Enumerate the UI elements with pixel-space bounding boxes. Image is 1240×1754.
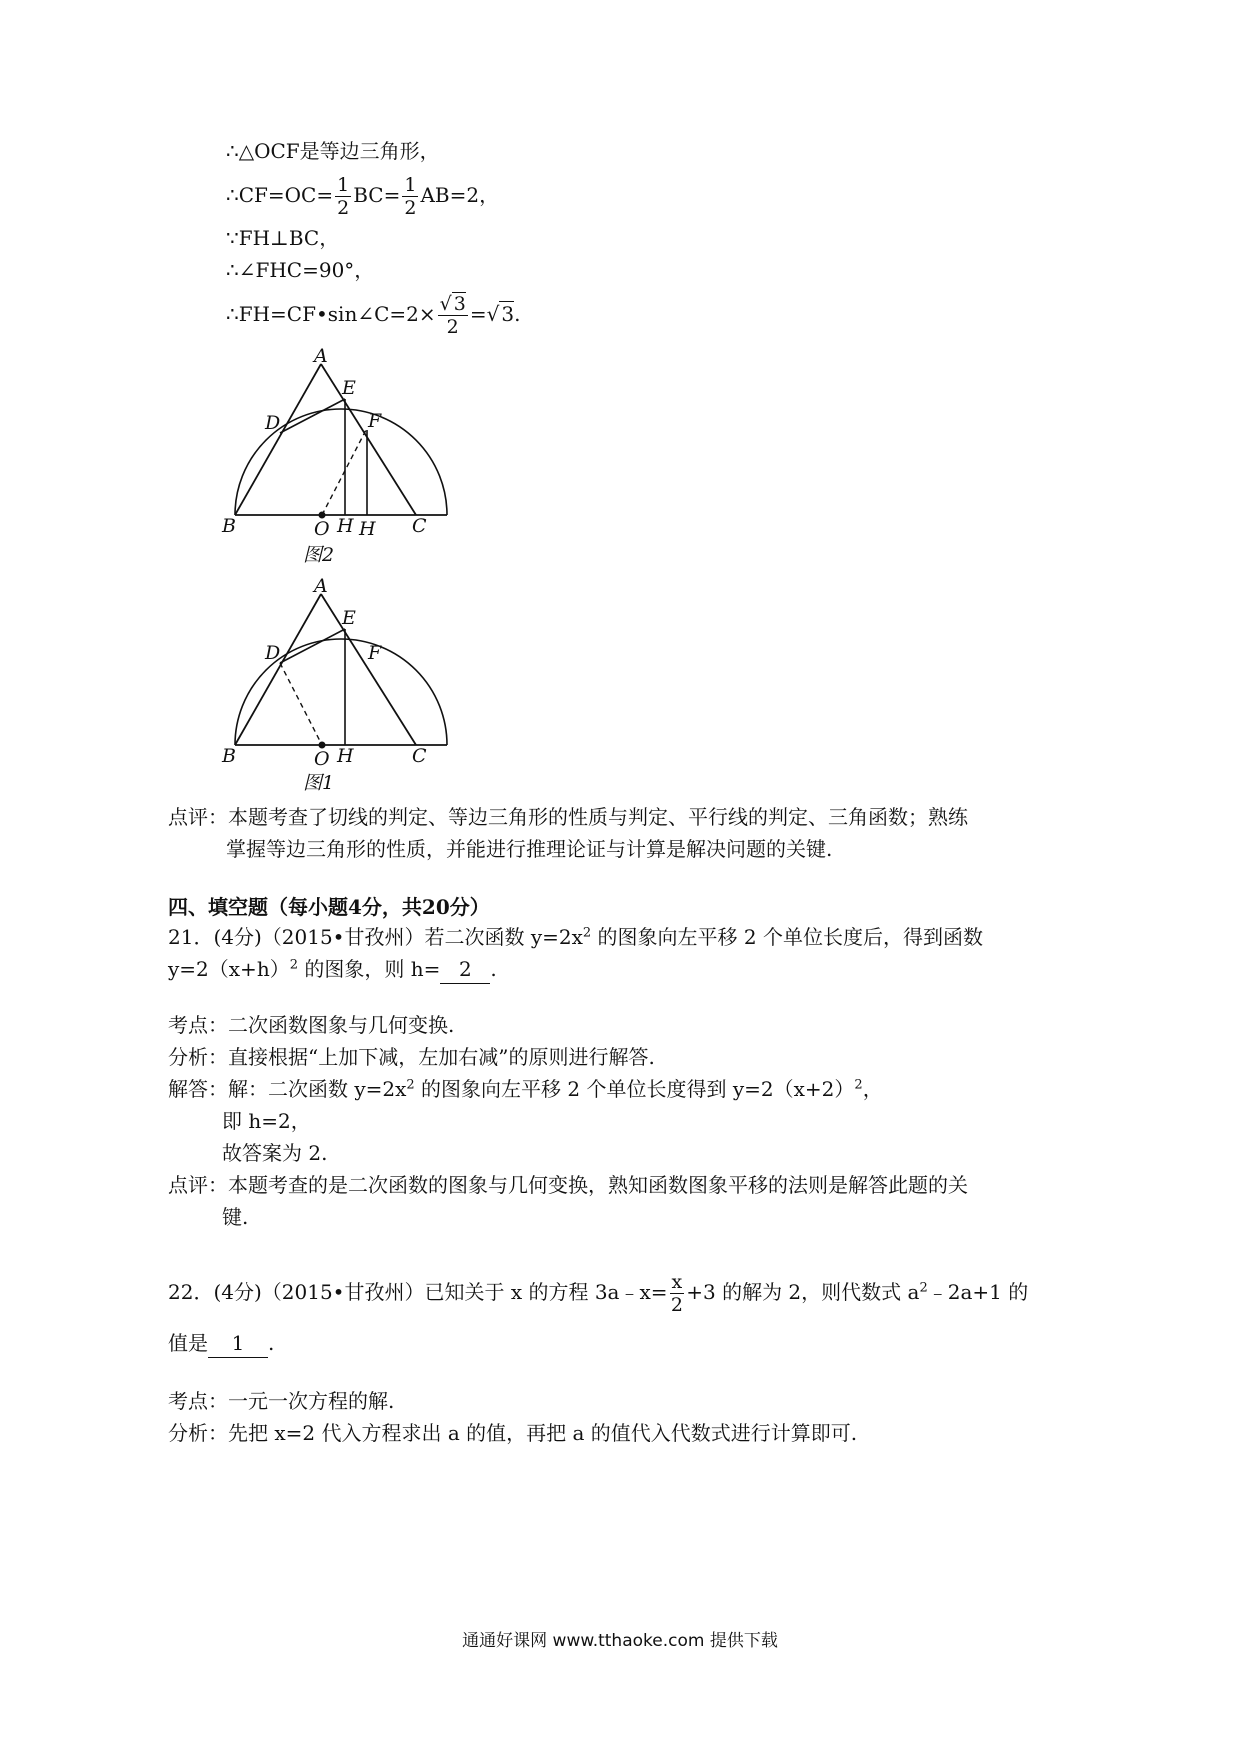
label-h1: H [337, 515, 354, 537]
label-b: B [222, 745, 236, 767]
label-a: A [314, 575, 328, 597]
segment-ac [321, 364, 416, 515]
q21-fenxi: 分析：直接根据“上加下减，左加右减”的原则进行解答. [168, 1045, 655, 1069]
figure-1-caption: 图1 [303, 772, 335, 794]
segment-ab [235, 594, 321, 745]
q21-jieda: 解答：解：二次函数 $y=2x^2$ 的图象向左平移 2 个单位长度得到 $y=2(x+2)^2$， [168, 1077, 883, 1101]
proof-line-2-b: BC= [353, 183, 401, 207]
label-b: B [222, 515, 236, 537]
q21-jieda-2: 即 h=2， [222, 1109, 311, 1133]
q21-line-1: 21．(4分)（2015•甘孜州）若二次函数 $y=2x^2$ 的图象向左平移 2 个单位长度后，得到函数 [168, 925, 983, 949]
label-o: O [314, 518, 330, 540]
fraction-half-2: $\frac{1}{2}$ [404, 174, 417, 219]
label-h2: H [359, 518, 376, 540]
label-e: E [342, 607, 356, 629]
proof-line-1: ∴△OCF是等边三角形， [226, 139, 440, 163]
figure-2-caption: 图2 [303, 544, 335, 566]
proof-line-2 [226, 170, 499, 220]
label-d: D [265, 412, 281, 434]
label-c: C [412, 745, 427, 767]
q22-kaodian: 考点：一元一次方程的解. [168, 1389, 395, 1413]
q22-answer-blank: 1 [208, 1329, 268, 1358]
label-o: O [314, 748, 330, 770]
q22-line-1: 22．(4分)（2015•甘孜州）已知关于 x 的方程 3a﹣x= $\frac{x}{2}$ +3 的解为 2，则代数式 $a^2﹣2a+1$ 的 [168, 1271, 1029, 1316]
segment-de [280, 399, 345, 433]
segment-ab [235, 364, 321, 515]
label-f: F [368, 642, 382, 664]
proof-line-4: ∴∠FHC=90°， [226, 258, 375, 282]
proof-line-5: ∴FH=CF•sin∠C=2× $\frac{√ 3}{2}$ =√ 3. [226, 293, 521, 338]
segment-of-dashed [322, 430, 366, 515]
q21-answer-blank: 2 [440, 955, 490, 984]
proof-line-5-b: = [469, 302, 487, 326]
label-f: F [368, 410, 382, 432]
segment-do-dashed [280, 663, 322, 745]
q21-kaodian: 考点：二次函数图象与几何变换. [168, 1013, 455, 1037]
label-d: D [265, 642, 281, 664]
proof-line-2-c: AB=2， [420, 183, 500, 207]
figure-2 [222, 345, 475, 570]
q22-fenxi: 分析：先把 x=2 代入方程求出 a 的值，再把 a 的值代入代数式进行计算即可. [168, 1421, 858, 1445]
section-title: 四、填空题（每小题4分，共20分） [168, 895, 490, 919]
q21-jieda-3: 故答案为 2. [222, 1141, 328, 1165]
review-1-line-1: 点评：本题考查了切线的判定、等边三角形的性质与判定、平行线的判定、三角函数；熟练 [168, 805, 968, 829]
q21-line-2: $y=2(x+h)^2$ 的图象，则 h= 2 . [168, 955, 497, 984]
q21-dianping-1: 点评：本题考查的是二次函数的图象与几何变换，熟知函数图象平移的法则是解答此题的关 [168, 1173, 968, 1197]
fraction-sqrt3-over-2: $\frac{√ 3}{2}$ [439, 293, 466, 338]
label-e: E [342, 377, 356, 399]
q22-line-2: 值是 1 . [168, 1329, 274, 1358]
segment-ac [321, 594, 416, 745]
label-a: A [314, 345, 328, 367]
figure-1 [222, 575, 475, 800]
label-h: H [337, 745, 354, 767]
proof-line-5-c: . [514, 302, 521, 326]
fraction-half-1: $\frac{1}{2}$ [337, 174, 350, 219]
proof-line-3: ∵FH⊥BC， [226, 226, 340, 250]
sqrt3: 3 [501, 302, 515, 326]
segment-de [280, 629, 345, 663]
page-footer: 通通好课网 www.tthaoke.com 提供下载 [462, 1631, 778, 1651]
proof-line-5-a: ∴FH=CF•sin∠C=2× [226, 302, 436, 326]
q21-dianping-2: 键. [222, 1205, 249, 1229]
review-1-line-2: 掌握等边三角形的性质，并能进行推理论证与计算是解决问题的关键. [226, 837, 833, 861]
proof-line-2-a: ∴CF=OC= [226, 183, 334, 207]
label-c: C [412, 515, 427, 537]
fraction-x-over-2: $\frac{x}{2}$ [670, 1271, 683, 1316]
